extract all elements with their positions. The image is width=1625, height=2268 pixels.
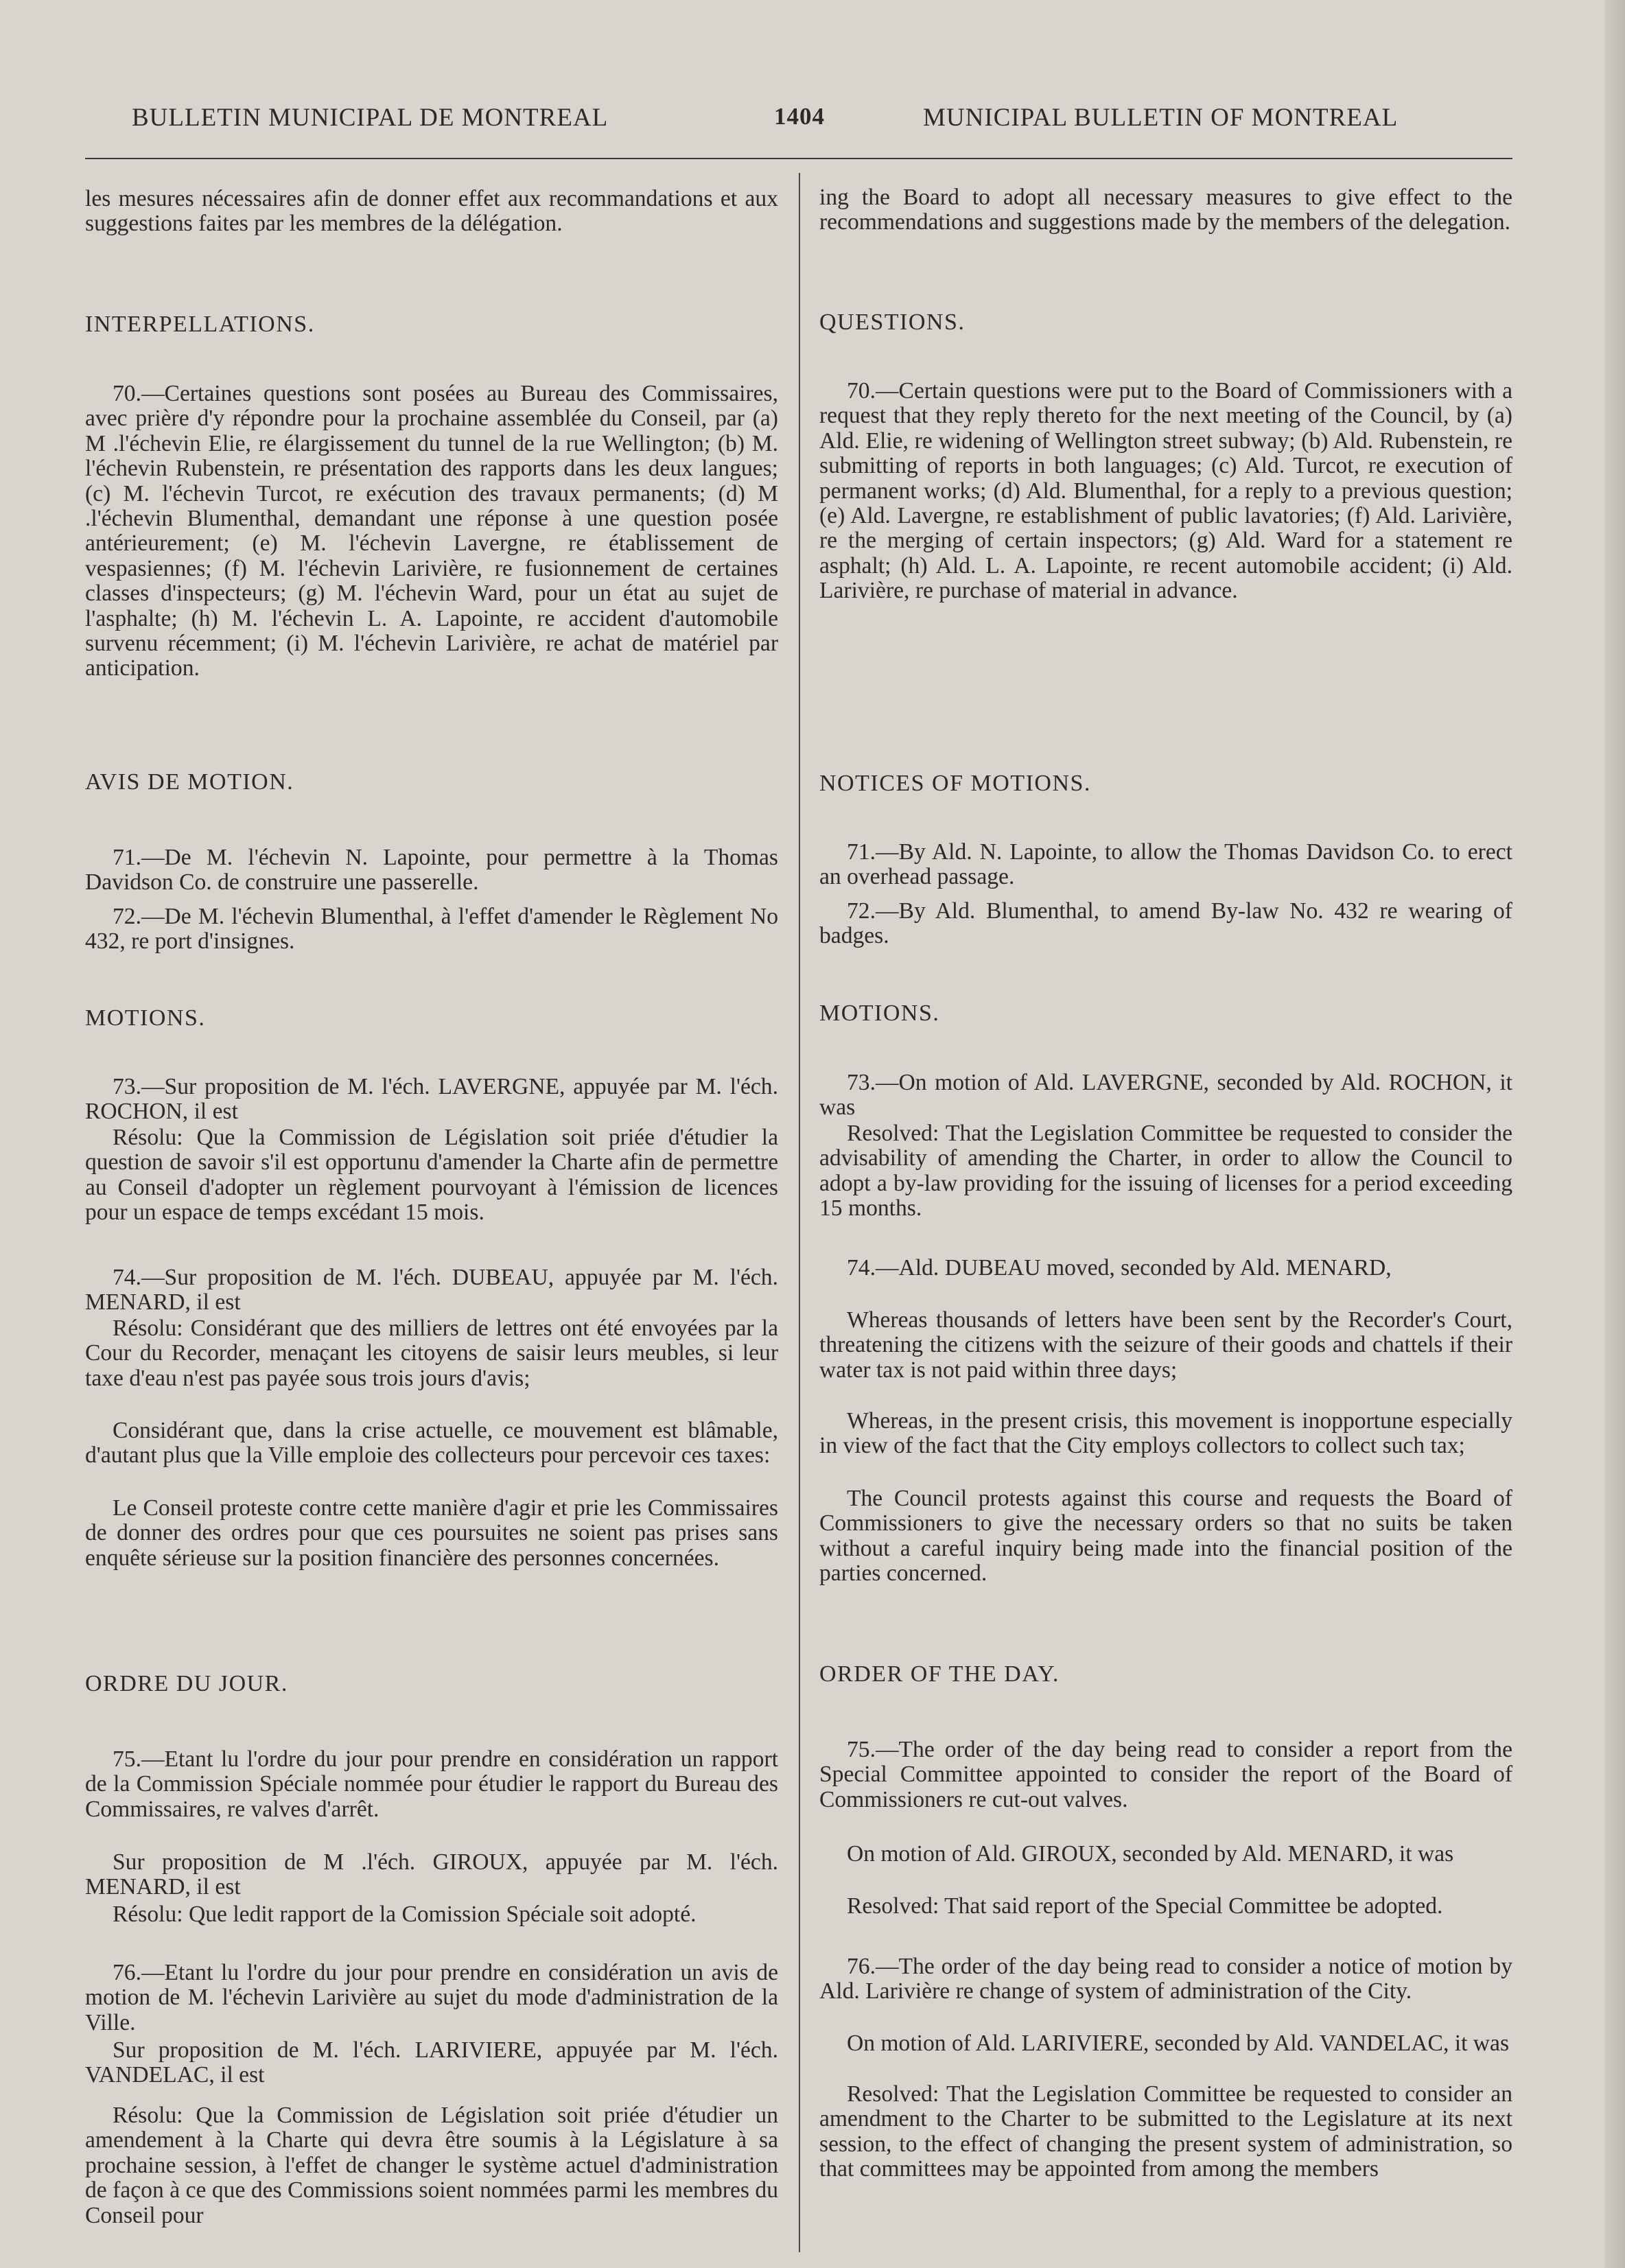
fr-item-73-intro: 73.—Sur proposition de M. l'éch. LAVERGNE, appuyée par M. l'éch. ROCHON, il est xyxy=(85,1074,778,1125)
en-item-73-resolution: Resolved: That the Legislation Committee be requested to consider the advisability of amending the Charter, in order to allow the Council to adopt a by-law providing for the issuing of licenses for a period exceeding 15 months. xyxy=(819,1121,1512,1221)
fr-item-75-motion: Sur proposition de M .l'éch. GIROUX, appuyée par M. l'éch. MENARD, il est xyxy=(85,1849,778,1900)
fr-item-73-resolution: Résolu: Que la Commission de Législation soit priée d'étudier la question de savoir s'il est opportunu d'amender la Charte afin de permettre au Conseil d'adopter un règlement pourvoyant à l'émission de licences pour un espace de temps excédant 15 mois. xyxy=(85,1125,778,1226)
header-right-title: MUNICIPAL BULLETIN OF MONTREAL xyxy=(923,104,1399,132)
fr-intro: les mesures nécessaires afin de donner effet aux recommandations et aux suggestions faites par les membres de la délégation. xyxy=(85,186,778,237)
fr-item-74-protest: Le Conseil proteste contre cette manière d'agir et prie les Commissaires de donner des ordres pour que ces poursuites ne soient pas prises sans enquête sérieuse sur la position financière des personnes concernées. xyxy=(85,1495,778,1571)
en-item-76: 76.—The order of the day being read to consider a notice of motion by Ald. Larivière re change of system of administration of the City. xyxy=(819,1954,1512,2004)
fr-item-76-resolution: Résolu: Que la Commission de Législation soit priée d'étudier un amendement à la Charte qui devra être soumis à la Législature à sa prochaine session, à l'effet de changer le système actuel d'administration de façon à ce que des Commissions soient nommées parmi les membres du Conseil pour xyxy=(85,2103,778,2228)
en-item-73-intro: 73.—On motion of Ald. LAVERGNE, seconded by Ald. ROCHON, it was xyxy=(819,1070,1512,1121)
fr-heading-motions: MOTIONS. xyxy=(85,1005,206,1031)
fr-item-75: 75.—Etant lu l'ordre du jour pour prendre en considération un rapport de la Commission Spéciale nommée pour étudier le rapport du Bureau des Commissaires, re valves d'arrêt. xyxy=(85,1746,778,1822)
en-heading-order-of-the-day: ORDER OF THE DAY. xyxy=(819,1661,1060,1687)
fr-item-74-considering: Considérant que, dans la crise actuelle, ce mouvement est blâmable, d'autant plus que la Ville emploie des collecteurs pour percevoir ces taxes: xyxy=(85,1418,778,1469)
en-item-72: 72.—By Ald. Blumenthal, to amend By-law No. 432 re wearing of badges. xyxy=(819,898,1512,949)
en-item-74-intro: 74.—Ald. DUBEAU moved, seconded by Ald. MENARD, xyxy=(847,1255,1392,1281)
header-rule xyxy=(85,158,1512,159)
en-item-74-whereas-2: Whereas, in the present crisis, this movement is inopportune especially in view of the fact that the City employs collectors to collect such tax; xyxy=(819,1408,1512,1459)
fr-item-74-resolution: Résolu: Considérant que des milliers de lettres ont été envoyées par la Cour du Recorder, menaçant les citoyens de saisir leurs meubles, si leur taxe d'eau n'est pas payée sous trois jours d'avis; xyxy=(85,1316,778,1391)
en-item-76-motion: On motion of Ald. LARIVIERE, seconded by Ald. VANDELAC, it was xyxy=(847,2031,1510,2056)
header-left-title: BULLETIN MUNICIPAL DE MONTREAL xyxy=(132,104,609,132)
fr-heading-interpellations: INTERPELLATIONS. xyxy=(85,312,315,337)
en-intro: ing the Board to adopt all necessary measures to give effect to the recommendations and suggestions made by the members of the delegation. xyxy=(819,185,1512,235)
en-item-75-resolution: Resolved: That said report of the Special Committee be adopted. xyxy=(847,1893,1443,1919)
column-divider xyxy=(799,173,800,2252)
fr-item-70: 70.—Certaines questions sont posées au Bureau des Commissaires, avec prière d'y répondre pour la prochaine assemblée du Conseil, par (a) M .l'échevin Elie, re élargissement du tunnel de la rue Wellington; (b) M. l'échevin Rubenstein, re présentation des rapports dans les deux langues; (c) M. l'échevin Turcot, re exécution des travaux permanents; (d) M .l'échevin Blumenthal, demandant une réponse à une question posée antérieurement; (e) M. l'échevin Lavergne, re établissement de vespasiennes; (f) M. l'échevin Larivière, re fusionnement de certaines classes d'inspecteurs; (g) M. l'échevin Ward, pour un état au sujet de l'asphalte; (h) M. l'échevin L. A. Lapointe, re accident d'automobile survenu récemment; (i) M. l'échevin Larivière, re achat de matériel par anticipation. xyxy=(85,381,778,681)
en-item-71: 71.—By Ald. N. Lapointe, to allow the Thomas Davidson Co. to erect an overhead passage. xyxy=(819,839,1512,890)
page-edge-shadow xyxy=(1604,0,1625,2268)
en-heading-questions: QUESTIONS. xyxy=(819,309,966,335)
fr-item-71: 71.—De M. l'échevin N. Lapointe, pour permettre à la Thomas Davidson Co. de construire une passerelle. xyxy=(85,845,778,896)
fr-item-72: 72.—De M. l'échevin Blumenthal, à l'effet d'amender le Règlement No 432, re port d'insignes. xyxy=(85,904,778,955)
en-item-70: 70.—Certain questions were put to the Board of Commissioners with a request that they reply thereto for the next meeting of the Council, by (a) Ald. Elie, re widening of Wellington street subway; (b) Ald. Rubenstein, re submitting of reports in both languages; (c) Ald. Turcot, re execution of permanent works; (d) Ald. Blumenthal, for a reply to a previous question; (e) Ald. Lavergne, re establishment of public lavatories; (f) Ald. Larivière, re the merging of certain inspectors; (g) Ald. Ward for a statement re asphalt; (h) Ald. L. A. Lapointe, re recent automobile accident; (i) Ald. Larivière, re purchase of material in advance. xyxy=(819,378,1512,604)
en-heading-notices-of-motions: NOTICES OF MOTIONS. xyxy=(819,771,1091,796)
en-item-76-resolution: Resolved: That the Legislation Committee be requested to consider an amendment to the Charter to be submitted to the Legislature at its next session, to the effect of changing the present system of administration, so that committees may be appointed from among the members xyxy=(819,2081,1512,2182)
en-heading-motions: MOTIONS. xyxy=(819,1001,940,1026)
fr-heading-ordre-du-jour: ORDRE DU JOUR. xyxy=(85,1671,288,1696)
fr-heading-avis-de-motion: AVIS DE MOTION. xyxy=(85,769,294,795)
fr-item-76-motion: Sur proposition de M. l'éch. LARIVIERE, appuyée par M. l'éch. VANDELAC, il est xyxy=(85,2037,778,2088)
en-item-75-motion: On motion of Ald. GIROUX, seconded by Ald. MENARD, it was xyxy=(847,1841,1454,1867)
page-number: 1404 xyxy=(774,103,825,130)
en-item-75: 75.—The order of the day being read to consider a report from the Special Committee appointed to consider the report of the Board of Commissioners re cut-out valves. xyxy=(819,1737,1512,1812)
fr-item-76: 76.—Etant lu l'ordre du jour pour prendre en considération un avis de motion de M. l'échevin Larivière au sujet du mode d'administration de la Ville. xyxy=(85,1960,778,2035)
fr-item-75-resolution: Résolu: Que ledit rapport de la Comission Spéciale soit adopté. xyxy=(113,1902,697,1927)
en-item-74-protest: The Council protests against this course and requests the Board of Commissioners to give the necessary orders so that no suits be taken without a careful inquiry being made into the financial position of the parties concerned. xyxy=(819,1486,1512,1587)
en-item-74-whereas-1: Whereas thousands of letters have been sent by the Recorder's Court, threatening the citizens with the seizure of their goods and chattels if their water tax is not paid within three days; xyxy=(819,1307,1512,1383)
fr-item-74-intro: 74.—Sur proposition de M. l'éch. DUBEAU, appuyée par M. l'éch. MENARD, il est xyxy=(85,1265,778,1316)
